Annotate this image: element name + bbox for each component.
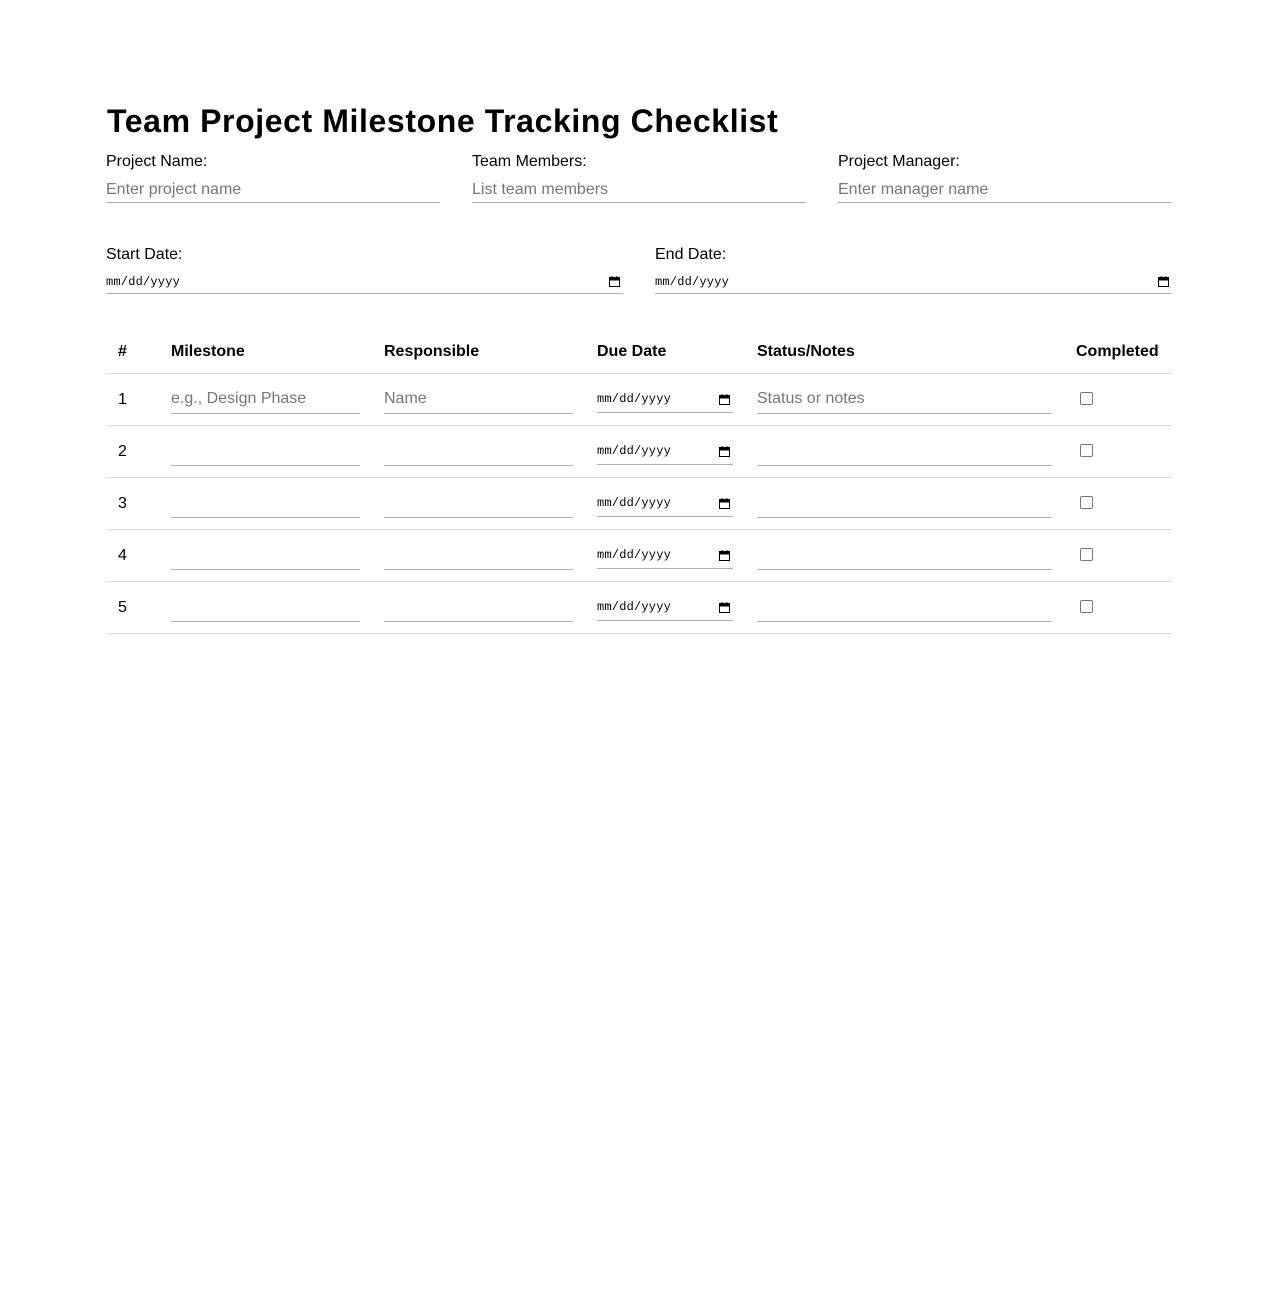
project-name-input[interactable]: [106, 177, 440, 203]
status-notes-input[interactable]: [757, 490, 1052, 518]
start-date-input[interactable]: [106, 270, 623, 294]
completed-checkbox[interactable]: [1080, 444, 1093, 457]
due-date-placeholder: mm/dd/yyyy: [597, 444, 672, 458]
milestone-input[interactable]: [171, 594, 360, 622]
header-completed: Completed: [1064, 330, 1172, 374]
due-date-input[interactable]: [597, 543, 733, 569]
project-dates-row: [106, 245, 1172, 294]
table-row: [106, 374, 1172, 426]
responsible-cell: [372, 582, 585, 634]
responsible-input[interactable]: [384, 386, 573, 414]
milestone-cell: [159, 530, 372, 582]
status-notes-input[interactable]: [757, 386, 1052, 414]
table-row: [106, 582, 1172, 634]
status-cell: [745, 582, 1064, 634]
completed-cell: [1064, 426, 1172, 478]
team-members-field: [472, 152, 806, 203]
responsible-cell: [372, 374, 585, 426]
completed-cell: [1064, 478, 1172, 530]
milestone-input[interactable]: [171, 386, 360, 414]
milestone-cell: [159, 374, 372, 426]
start-date-placeholder: mm/dd/yyyy: [106, 274, 181, 289]
row-number: 3: [106, 478, 159, 530]
responsible-cell: [372, 530, 585, 582]
project-name-label: Project Name:: [106, 153, 208, 170]
row-number: 5: [106, 582, 159, 634]
milestone-cell: [159, 478, 372, 530]
row-number: 2: [106, 426, 159, 478]
start-date-label: Start Date:: [106, 246, 183, 263]
responsible-cell: [372, 478, 585, 530]
header-responsible: Responsible: [372, 330, 585, 374]
calendar-icon[interactable]: [1158, 276, 1169, 287]
status-cell: [745, 374, 1064, 426]
completed-checkbox[interactable]: [1080, 392, 1093, 405]
milestone-input[interactable]: [171, 490, 360, 518]
due-date-placeholder: mm/dd/yyyy: [597, 496, 672, 510]
completed-checkbox[interactable]: [1080, 548, 1093, 561]
calendar-icon[interactable]: [719, 446, 730, 457]
table-header-row: [106, 330, 1172, 374]
row-number: 1: [106, 374, 159, 426]
due-date-input[interactable]: [597, 387, 733, 413]
status-notes-input[interactable]: [757, 438, 1052, 466]
end-date-label: End Date:: [655, 246, 727, 263]
due-date-cell: [585, 426, 745, 478]
status-cell: [745, 530, 1064, 582]
team-members-input[interactable]: [472, 177, 806, 203]
project-manager-field: [838, 152, 1172, 203]
status-cell: [745, 478, 1064, 530]
calendar-icon[interactable]: [719, 498, 730, 509]
due-date-placeholder: mm/dd/yyyy: [597, 548, 672, 562]
milestones-table: [106, 330, 1172, 634]
responsible-input[interactable]: [384, 542, 573, 570]
status-notes-input[interactable]: [757, 594, 1052, 622]
end-date-placeholder: mm/dd/yyyy: [655, 274, 730, 289]
due-date-placeholder: mm/dd/yyyy: [597, 600, 672, 614]
end-date-field: [655, 245, 1172, 294]
table-row: [106, 478, 1172, 530]
header-status-notes: Status/Notes: [745, 330, 1064, 374]
completed-cell: [1064, 582, 1172, 634]
status-notes-input[interactable]: [757, 542, 1052, 570]
due-date-cell: [585, 530, 745, 582]
responsible-cell: [372, 426, 585, 478]
responsible-input[interactable]: [384, 594, 573, 622]
completed-checkbox[interactable]: [1080, 496, 1093, 509]
due-date-input[interactable]: [597, 595, 733, 621]
project-name-field: [106, 152, 440, 203]
due-date-input[interactable]: [597, 439, 733, 465]
header-number: #: [106, 330, 159, 374]
start-date-field: [106, 245, 623, 294]
milestone-cell: [159, 426, 372, 478]
completed-cell: [1064, 374, 1172, 426]
completed-checkbox[interactable]: [1080, 600, 1093, 613]
due-date-input[interactable]: [597, 491, 733, 517]
milestone-input[interactable]: [171, 542, 360, 570]
header-milestone: Milestone: [159, 330, 372, 374]
project-manager-label: Project Manager:: [838, 153, 960, 170]
calendar-icon[interactable]: [719, 602, 730, 613]
responsible-input[interactable]: [384, 438, 573, 466]
due-date-cell: [585, 582, 745, 634]
project-info-row: [106, 152, 1172, 203]
status-cell: [745, 426, 1064, 478]
calendar-icon[interactable]: [719, 550, 730, 561]
row-number: 4: [106, 530, 159, 582]
due-date-cell: [585, 374, 745, 426]
due-date-cell: [585, 478, 745, 530]
project-manager-input[interactable]: [838, 177, 1172, 203]
due-date-placeholder: mm/dd/yyyy: [597, 392, 672, 406]
milestone-cell: [159, 582, 372, 634]
table-row: [106, 530, 1172, 582]
table-row: [106, 426, 1172, 478]
header-due-date: Due Date: [585, 330, 745, 374]
completed-cell: [1064, 530, 1172, 582]
responsible-input[interactable]: [384, 490, 573, 518]
calendar-icon[interactable]: [719, 394, 730, 405]
page-title: Team Project Milestone Tracking Checklist: [107, 103, 779, 139]
milestone-input[interactable]: [171, 438, 360, 466]
calendar-icon[interactable]: [609, 276, 620, 287]
team-members-label: Team Members:: [472, 153, 587, 170]
end-date-input[interactable]: [655, 270, 1172, 294]
